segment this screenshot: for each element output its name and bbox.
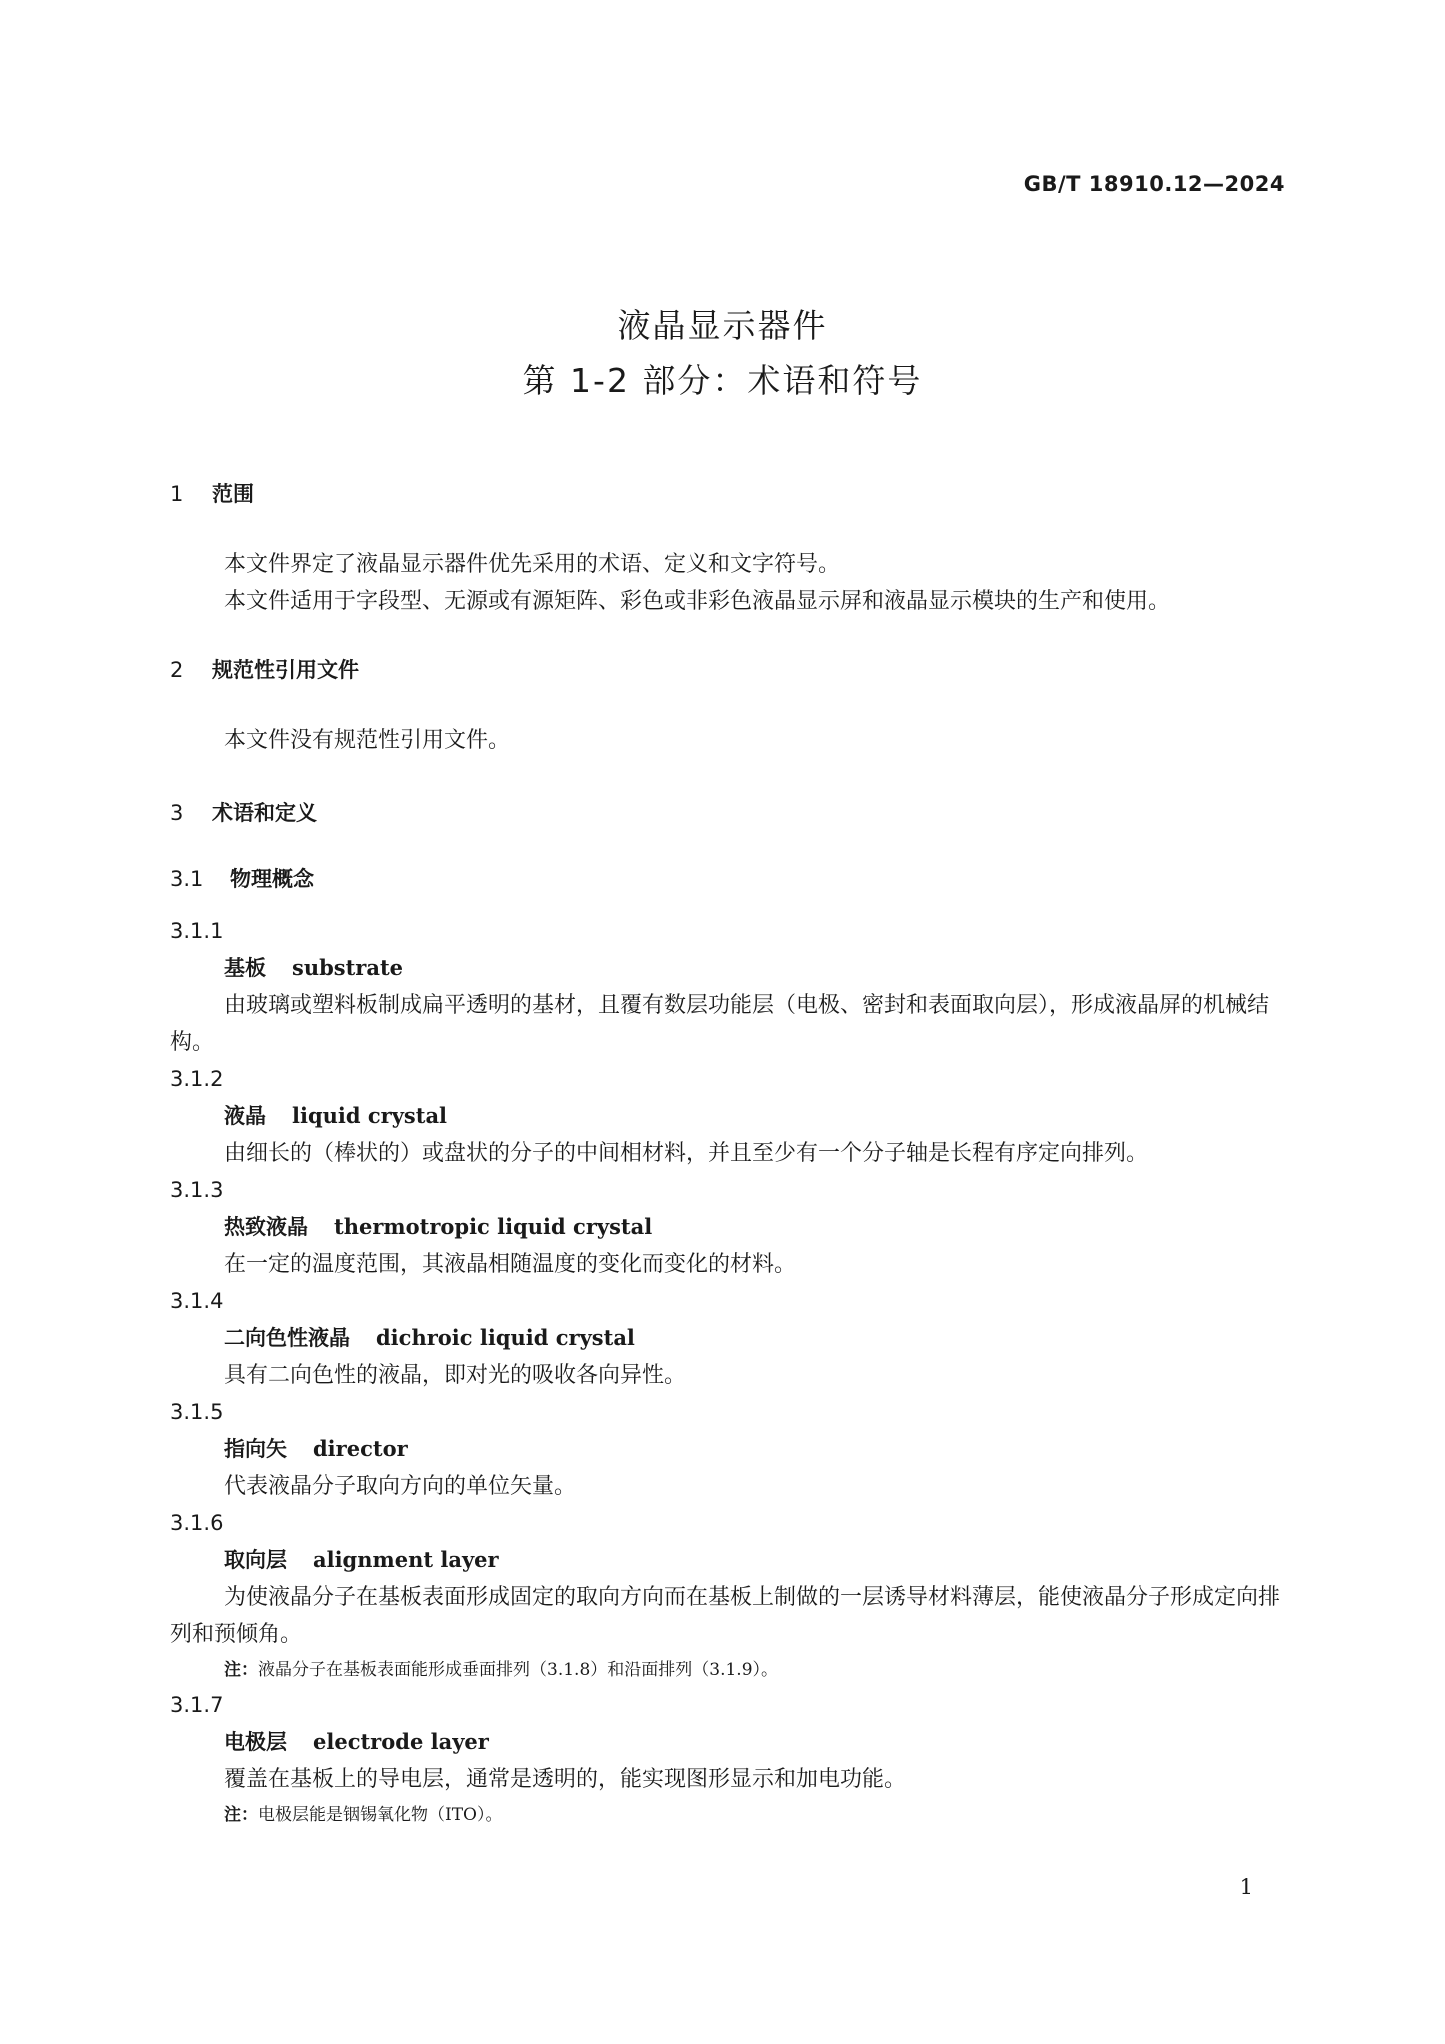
term-heading bbox=[224, 1723, 1290, 1761]
term-note bbox=[224, 1653, 1290, 1687]
term-number: 3.1.7 bbox=[170, 1693, 224, 1717]
term-zh: 指向矢 bbox=[224, 1437, 287, 1461]
document-title: 液晶显示器件 bbox=[617, 306, 828, 345]
term-number: 3.1.4 bbox=[170, 1289, 224, 1313]
section-2-heading bbox=[170, 654, 1290, 684]
term-heading bbox=[224, 1430, 1290, 1468]
term-number: 3.1.2 bbox=[170, 1067, 224, 1091]
term-en: thermotropic liquid crystal bbox=[334, 1214, 653, 1239]
term-en: electrode layer bbox=[313, 1729, 489, 1754]
note-label: 注： bbox=[224, 1805, 258, 1825]
term-number: 3.1.5 bbox=[170, 1400, 224, 1424]
section-number: 3 bbox=[170, 801, 184, 825]
term-definition: 具有二向色性的液晶，即对光的吸收各向异性。 bbox=[224, 1363, 687, 1388]
term-en: dichroic liquid crystal bbox=[376, 1325, 635, 1350]
section-title: 范围 bbox=[212, 482, 254, 506]
note-text: 电极层能是铟锡氧化物（ITO）。 bbox=[258, 1805, 503, 1825]
section-number: 2 bbox=[170, 658, 184, 682]
section-3-1-heading bbox=[170, 863, 1290, 893]
term-heading bbox=[224, 949, 1290, 987]
term-entry bbox=[170, 1505, 1290, 1687]
term-zh: 基板 bbox=[224, 956, 266, 980]
term-entry bbox=[170, 1283, 1290, 1394]
term-definition: 覆盖在基板上的导电层，通常是透明的，能实现图形显示和加电功能。 bbox=[224, 1767, 907, 1792]
term-heading bbox=[224, 1541, 1290, 1579]
section-number: 3.1 bbox=[170, 867, 204, 891]
term-entry bbox=[170, 1061, 1290, 1172]
term-en: substrate bbox=[292, 955, 404, 980]
section-number: 1 bbox=[170, 482, 184, 506]
paragraph: 本文件没有规范性引用文件。 bbox=[224, 728, 511, 753]
term-en: liquid crystal bbox=[292, 1103, 448, 1128]
term-number: 3.1.1 bbox=[170, 919, 224, 943]
term-en: director bbox=[313, 1436, 408, 1461]
document-body bbox=[170, 478, 1290, 1832]
term-definition: 在一定的温度范围，其液晶相随温度的变化而变化的材料。 bbox=[224, 1252, 797, 1277]
section-1-heading bbox=[170, 478, 1290, 508]
term-zh: 取向层 bbox=[224, 1548, 287, 1572]
section-title: 物理概念 bbox=[230, 867, 314, 891]
term-entry bbox=[170, 1687, 1290, 1832]
term-number: 3.1.6 bbox=[170, 1511, 224, 1535]
term-definition: 代表液晶分子取向方向的单位矢量。 bbox=[224, 1474, 577, 1499]
term-definition: 为使液晶分子在基板表面形成固定的取向方向而在基板上制做的一层诱导材料薄层，能使液晶分子形成定向排列和预倾角。 bbox=[170, 1585, 1281, 1647]
note-text: 液晶分子在基板表面能形成垂面排列（3.1.8）和沿面排列（3.1.9）。 bbox=[258, 1660, 779, 1680]
term-definition: 由细长的（棒状的）或盘状的分子的中间相材料，并且至少有一个分子轴是长程有序定向排列。 bbox=[224, 1141, 1149, 1166]
term-heading bbox=[224, 1208, 1290, 1246]
section-3-heading bbox=[170, 797, 1290, 827]
term-zh: 液晶 bbox=[224, 1104, 266, 1128]
term-zh: 电极层 bbox=[224, 1730, 287, 1754]
term-en: alignment layer bbox=[313, 1547, 499, 1572]
term-heading bbox=[224, 1319, 1290, 1357]
term-entry bbox=[170, 1394, 1290, 1505]
term-note bbox=[224, 1798, 1290, 1832]
standard-code: GB/T 18910.12—2024 bbox=[1023, 172, 1285, 196]
paragraph: 本文件界定了液晶显示器件优先采用的术语、定义和文字符号。 bbox=[224, 552, 841, 577]
page-number: 1 bbox=[1239, 1875, 1253, 1899]
term-entry bbox=[170, 1172, 1290, 1283]
term-zh: 热致液晶 bbox=[224, 1215, 308, 1239]
note-label: 注： bbox=[224, 1660, 258, 1680]
document-subtitle: 第 1-2 部分：术语和符号 bbox=[522, 361, 923, 400]
term-definition: 由玻璃或塑料板制成扁平透明的基材，且覆有数层功能层（电极、密封和表面取向层），形成液晶屏的机械结构。 bbox=[170, 993, 1270, 1055]
term-zh: 二向色性液晶 bbox=[224, 1326, 350, 1350]
term-entry bbox=[170, 913, 1290, 1061]
term-number: 3.1.3 bbox=[170, 1178, 224, 1202]
section-title: 规范性引用文件 bbox=[212, 658, 359, 682]
section-title: 术语和定义 bbox=[212, 801, 317, 825]
term-heading bbox=[224, 1097, 1290, 1135]
paragraph: 本文件适用于字段型、无源或有源矩阵、彩色或非彩色液晶显示屏和液晶显示模块的生产和使用。 bbox=[224, 589, 1171, 614]
